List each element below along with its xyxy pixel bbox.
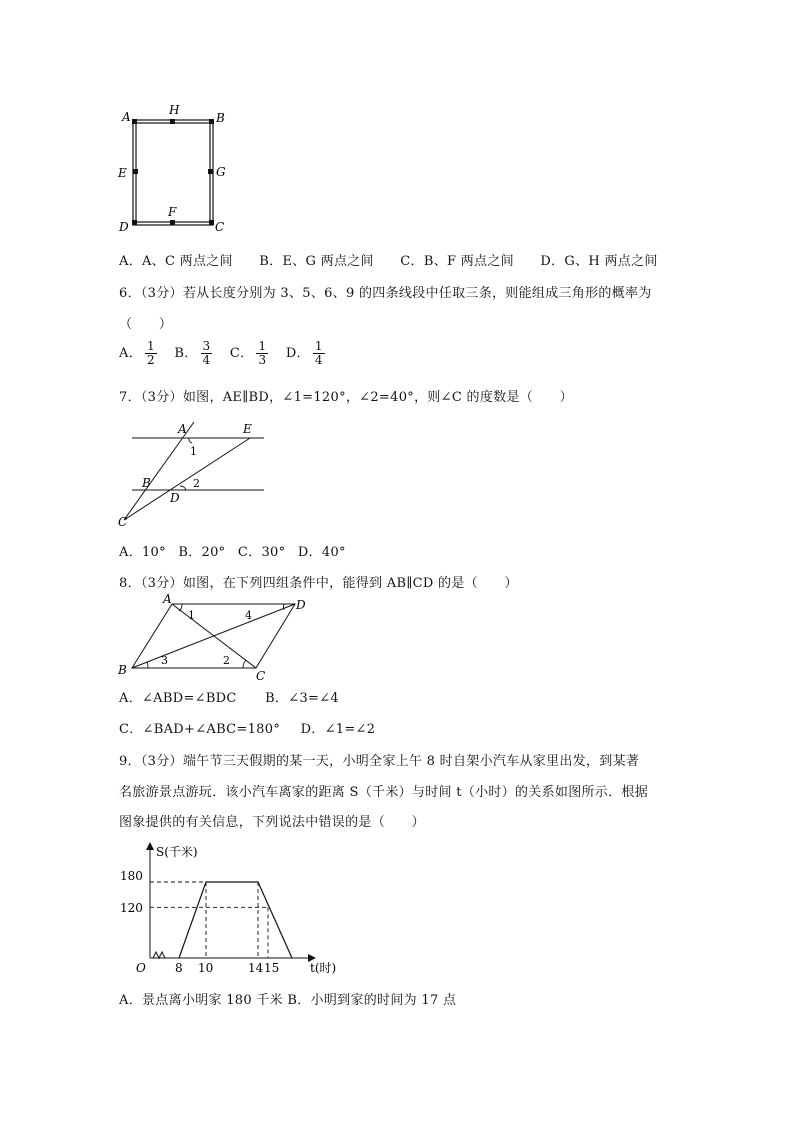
x-tick-15: 15 bbox=[264, 961, 280, 975]
q6-options bbox=[119, 340, 338, 367]
point-h-marker bbox=[170, 119, 175, 124]
q6-option-d[interactable]: D． $\frac{1}{4}$ bbox=[285, 339, 323, 367]
point-f-marker bbox=[170, 220, 175, 225]
x-axis-label: t(时) bbox=[310, 961, 337, 975]
q9-stem-line3: 图象提供的有关信息，下列说法中错误的是（ ） bbox=[119, 815, 425, 830]
q8-figure bbox=[112, 592, 312, 684]
q7-angle2-arc bbox=[180, 486, 186, 490]
q7-label-b: B bbox=[142, 476, 151, 490]
q8-options-row1 bbox=[119, 687, 339, 706]
label-b: B bbox=[216, 111, 225, 125]
q7-option-d[interactable]: D．40° bbox=[297, 545, 346, 560]
q8-angle2-arc bbox=[243, 660, 246, 668]
q9-stem-line1: 9．（3分）端午节三天假期的某一天，小明全家上午 8 时自架小汽车从家里出发，到某著 bbox=[119, 754, 640, 769]
q9-distance-time-graph bbox=[112, 838, 352, 983]
point-a-marker bbox=[132, 119, 137, 124]
q7-option-c[interactable]: C．30° bbox=[237, 545, 286, 560]
q8-label-d: D bbox=[296, 598, 306, 612]
point-c-marker bbox=[209, 220, 214, 225]
label-e: E bbox=[118, 166, 127, 180]
label-d: D bbox=[119, 220, 129, 234]
q8-label-a: A bbox=[163, 592, 172, 606]
distance-series-line bbox=[179, 882, 292, 958]
q7-angle1-arc bbox=[189, 438, 192, 443]
x-tick-8: 8 bbox=[175, 961, 183, 975]
x-tick-10: 10 bbox=[198, 961, 214, 975]
fig5-rectangle-diagram bbox=[112, 100, 242, 235]
q5-option-b[interactable]: B．E、G 两点之间 bbox=[259, 254, 374, 269]
guide-dashes bbox=[150, 882, 268, 958]
q8-option-d[interactable]: D．∠1=∠2 bbox=[300, 722, 376, 737]
q7-label-2: 2 bbox=[193, 477, 200, 490]
q9-options: A．景点离小明家 180 千米 B．小明到家的时间为 17 点 bbox=[119, 993, 457, 1008]
q9-stem-line2: 名旅游景点游玩．该小汽车离家的距离 S（千米）与时间 t（小时）的关系如图所示．根据 bbox=[119, 785, 648, 800]
label-a: A bbox=[122, 110, 131, 124]
q8-label-4: 4 bbox=[245, 609, 252, 622]
q7-options bbox=[119, 541, 346, 560]
q8-label-c: C bbox=[256, 669, 266, 683]
q6-option-c[interactable]: C． $\frac{1}{3}$ bbox=[229, 339, 267, 367]
q8-label-2: 2 bbox=[223, 654, 230, 667]
q5-option-d[interactable]: D．G、H 两点之间 bbox=[540, 254, 658, 269]
q7-label-a: A bbox=[178, 422, 187, 436]
q7-label-d: D bbox=[170, 491, 180, 505]
label-h: H bbox=[169, 103, 180, 117]
q8-label-b: B bbox=[118, 663, 127, 677]
point-e-marker bbox=[133, 169, 138, 174]
q8-option-a[interactable]: A．∠ABD=∠BDC bbox=[119, 691, 237, 706]
x-tick-14: 14 bbox=[248, 961, 264, 975]
axis-break-zigzag bbox=[153, 952, 168, 958]
q8-option-b[interactable]: B．∠3=∠4 bbox=[265, 691, 339, 706]
origin-label: O bbox=[136, 961, 146, 975]
y-axis-label: S(千米) bbox=[156, 845, 198, 859]
q8-angle3-arc bbox=[147, 662, 148, 668]
q7-label-c: C bbox=[118, 515, 128, 529]
y-tick-120: 120 bbox=[120, 901, 143, 915]
label-c: C bbox=[215, 220, 225, 234]
q7-label-1: 1 bbox=[190, 445, 197, 458]
q8-label-3: 3 bbox=[161, 654, 168, 667]
q7-label-e: E bbox=[243, 422, 252, 436]
q6-option-b[interactable]: B． $\frac{3}{4}$ bbox=[174, 339, 211, 367]
q7-option-b[interactable]: B．20° bbox=[178, 545, 226, 560]
q7-figure bbox=[112, 412, 272, 532]
q6-stem: 6．（3分）若从长度分别为 3、5、6、9 的四条线段中任取三条，则能组成三角形的概率为 bbox=[119, 286, 652, 301]
q8-stem: 8．（3分）如图，在下列四组条件中，能得到 AB∥CD 的是（ ） bbox=[119, 576, 518, 591]
point-b-marker bbox=[209, 119, 214, 124]
q8-label-1: 1 bbox=[188, 609, 195, 622]
point-g-marker bbox=[208, 169, 213, 174]
q5-option-c[interactable]: C．B、F 两点之间 bbox=[400, 254, 514, 269]
label-f: F bbox=[168, 205, 177, 219]
y-tick-180: 180 bbox=[120, 869, 143, 883]
label-g: G bbox=[216, 165, 226, 179]
q6-answer-paren: （ ） bbox=[119, 317, 173, 332]
q7-option-a[interactable]: A．10° bbox=[119, 545, 166, 560]
q8-options-row2 bbox=[119, 718, 375, 737]
q6-option-a[interactable]: A． $\frac{1}{2}$ bbox=[119, 339, 155, 367]
point-d-marker bbox=[132, 220, 137, 225]
q8-diagonal-bd bbox=[132, 604, 295, 668]
q8-angle4-arc bbox=[283, 604, 284, 610]
q7-segment-ca bbox=[124, 422, 194, 520]
q5-options bbox=[119, 250, 680, 269]
q8-option-c[interactable]: C．∠BAD+∠ABC=180° bbox=[119, 722, 281, 737]
q7-stem: 7．（3分）如图，AE∥BD，∠1=120°，∠2=40°，则∠C 的度数是（ ） bbox=[119, 390, 573, 405]
q5-option-a[interactable]: A．A、C 两点之间 bbox=[119, 254, 233, 269]
